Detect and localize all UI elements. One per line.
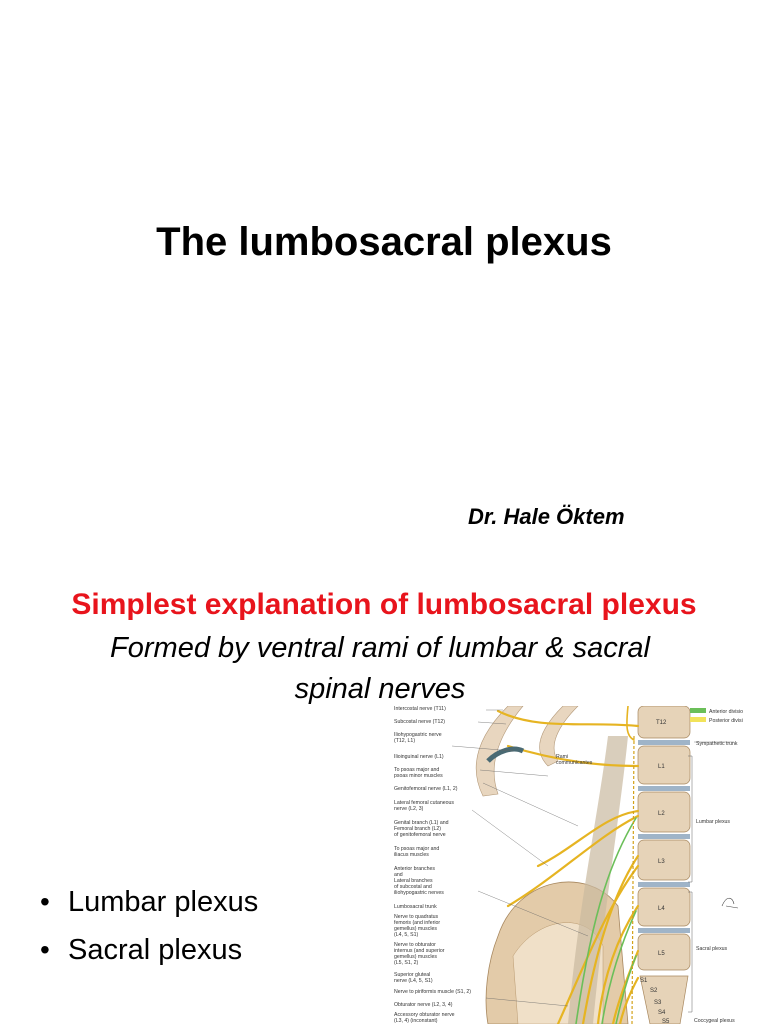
author-name: Dr. Hale Öktem bbox=[468, 504, 625, 529]
left-label: Accessory obturator nerve bbox=[394, 1012, 455, 1018]
artist-signature bbox=[722, 898, 738, 908]
anatomy-figure bbox=[388, 706, 768, 1024]
left-label: (L3, 4) (inconstant) bbox=[394, 1018, 438, 1024]
left-label: Femoral branch (L2) bbox=[394, 826, 441, 832]
vertebra-label: L5 bbox=[658, 951, 665, 957]
subtitle-line-2: spinal nerves bbox=[294, 673, 466, 705]
slide-subtitle bbox=[20, 628, 740, 710]
vertebra-label: L1 bbox=[658, 764, 665, 770]
bullet-text: Lumbar plexus bbox=[68, 885, 259, 918]
left-label: Nerve to piriformis muscle (S1, 2) bbox=[394, 989, 471, 995]
left-label: To psoas major and bbox=[394, 846, 440, 852]
bullet-list bbox=[40, 878, 258, 974]
left-label: Obturator nerve (L2, 3, 4) bbox=[394, 1002, 453, 1008]
vertebra-label: L3 bbox=[658, 859, 665, 865]
legend-swatch-anterior bbox=[690, 708, 706, 713]
right-label: Sacral plexus bbox=[696, 946, 728, 952]
right-label: Lumbar plexus bbox=[696, 819, 731, 825]
rami-label: Rami bbox=[556, 754, 569, 760]
left-label: Lumbosacral trunk bbox=[394, 904, 437, 910]
vertebral-column bbox=[638, 706, 690, 1024]
left-label: Lateral branches bbox=[394, 878, 433, 884]
left-label: Genitofemoral nerve (L1, 2) bbox=[394, 786, 458, 792]
rami-label: communicantes bbox=[556, 760, 593, 766]
lumbosacral-plexus-illustration bbox=[388, 706, 768, 1024]
left-label: psoas minor muscles bbox=[394, 773, 443, 779]
slide-title: The lumbosacral plexus bbox=[156, 220, 612, 264]
left-label: Anterior branches bbox=[394, 866, 435, 872]
left-label: Nerve to quadratus bbox=[394, 914, 439, 920]
left-label: Subcostal nerve (T12) bbox=[394, 719, 446, 725]
left-label: Ilioinguinal nerve (L1) bbox=[394, 754, 444, 760]
bullet-icon: • bbox=[40, 934, 50, 965]
bullet-item bbox=[40, 878, 258, 926]
legend-label: Posterior divisi bbox=[709, 718, 743, 724]
right-label: Coccygeal plexus bbox=[694, 1018, 735, 1024]
left-label: iliohypogastric nerves bbox=[394, 890, 444, 896]
left-label-group bbox=[394, 706, 471, 1024]
left-label: (L4, 5, S1) bbox=[394, 932, 419, 938]
sympathetic-trunk-line bbox=[632, 736, 634, 1024]
vertebra-label: S5 bbox=[662, 1019, 670, 1024]
left-label: Genital branch (L1) and bbox=[394, 820, 449, 826]
left-label: of genitofemoral nerve bbox=[394, 832, 446, 838]
left-label: of subcostal and bbox=[394, 884, 432, 890]
slide-heading: Simplest explanation of lumbosacral plexus bbox=[71, 588, 697, 621]
bullet-text: Sacral plexus bbox=[68, 933, 243, 966]
subtitle-line-1: Formed by ventral rami of lumbar & sacral bbox=[110, 632, 650, 664]
vertebra-label: L2 bbox=[658, 811, 665, 817]
vertebra-label: S2 bbox=[650, 988, 658, 994]
content-slide bbox=[0, 576, 768, 1024]
vertebra-label: S4 bbox=[658, 1010, 666, 1016]
left-label: Lateral femoral cutaneous bbox=[394, 800, 454, 806]
left-label: Iliohypogastric nerve bbox=[394, 732, 442, 738]
left-label: and bbox=[394, 872, 403, 878]
right-label: Sympathetic trunk bbox=[696, 741, 738, 747]
left-label: Nerve to obturator bbox=[394, 942, 436, 948]
legend-label: Anterior divisio bbox=[709, 709, 744, 715]
vertebra-label: T12 bbox=[656, 720, 667, 726]
left-label: nerve (L2, 3) bbox=[394, 806, 424, 812]
left-label: gemellus) muscles bbox=[394, 954, 437, 960]
left-label: To psoas major and bbox=[394, 767, 440, 773]
vertebra-label: S1 bbox=[640, 978, 648, 984]
bullet-icon: • bbox=[40, 886, 50, 917]
bullet-item bbox=[40, 926, 258, 974]
left-label: Superior gluteal bbox=[394, 972, 431, 978]
left-label: iliacus muscles bbox=[394, 852, 429, 858]
left-label: (L5, S1, 2) bbox=[394, 960, 419, 966]
left-label: internus (and superior bbox=[394, 948, 445, 954]
vertebra-label: S3 bbox=[654, 1000, 662, 1006]
left-label: gemellus) muscles bbox=[394, 926, 437, 932]
left-label: (T12, L1) bbox=[394, 738, 416, 744]
legend-swatch-posterior bbox=[690, 717, 706, 722]
vertebra-label: L4 bbox=[658, 906, 665, 912]
left-label: femoris (and inferior bbox=[394, 920, 441, 926]
left-label: Intercostal nerve (T11) bbox=[394, 706, 446, 712]
left-label: nerve (L4, 5, S1) bbox=[394, 978, 433, 984]
